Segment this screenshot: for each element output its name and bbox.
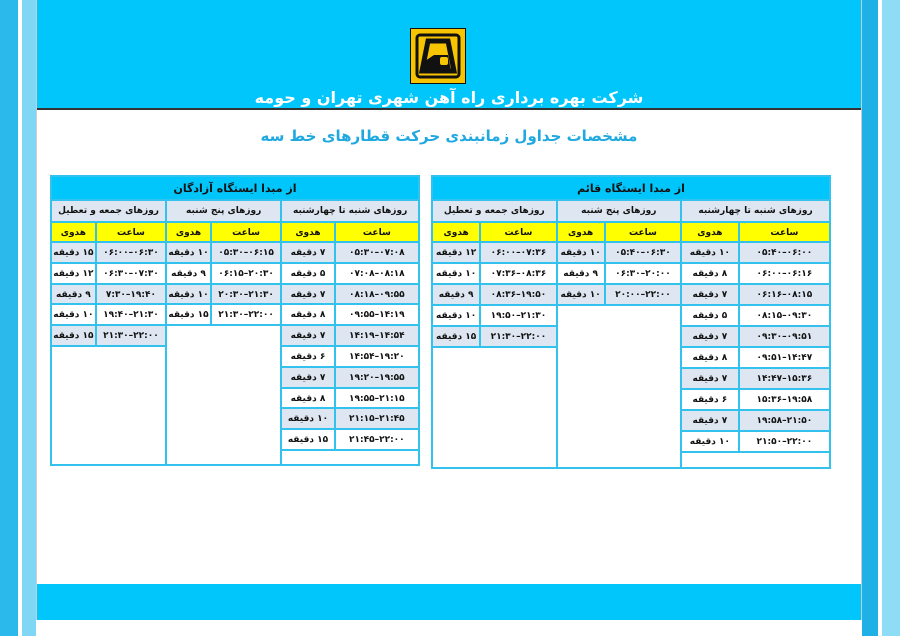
time-range: ۰۸:۱۸–۰۹:۵۵: [334, 285, 418, 304]
time-range: ۲۱:۴۵–۲۲:۰۰: [334, 430, 418, 449]
day-group-label-text: روزهای شنبه تا چهارشنبه: [292, 205, 408, 216]
headway-header: هدوی: [175, 228, 202, 238]
time-header: ساعت: [738, 223, 829, 241]
time-header: ساعت: [479, 223, 555, 241]
time-range: ۲۱:۵۰–۲۲:۰۰: [738, 432, 829, 451]
time-range: ۰۸:۳۶–۱۹:۵۰: [479, 285, 555, 304]
time-range: ۲۰:۰۰–۲۲:۰۰: [604, 285, 680, 304]
time-range: ۱۴:۵۴–۱۹:۲۰: [334, 347, 418, 366]
table-row: [682, 411, 829, 432]
headway: ۷ دقیقه: [692, 290, 728, 300]
headway-header: هدوی: [568, 228, 594, 238]
day-group-label: [558, 201, 681, 223]
metro-logo-icon: [410, 28, 466, 84]
table-row: [433, 306, 556, 327]
headway: ۱۰ دقیقه: [287, 414, 329, 425]
table-row: [52, 264, 165, 285]
company-name: شرکت بهره برداری راه آهن شهری تهران و حومه: [254, 88, 644, 107]
day-group: [680, 201, 829, 467]
table-row: [282, 264, 418, 285]
time-range: ۱۹:۵۵–۲۱:۱۵: [334, 389, 418, 408]
column-header-row: [52, 223, 165, 243]
table-row: [433, 285, 556, 306]
table-row: [52, 285, 165, 306]
time-range: ۰۵:۳۰–۰۶:۱۵: [210, 243, 280, 262]
time-range: ۱۹:۲۰–۱۹:۵۵: [334, 368, 418, 387]
time-header: ساعت: [334, 223, 418, 241]
footer-banner: [37, 584, 861, 620]
day-group-label-text: روزهای پنج شنبه: [581, 205, 657, 216]
day-group-label: [433, 201, 556, 223]
table-row: [682, 327, 829, 348]
headway: ۹ دقیقه: [171, 268, 206, 279]
table-row: [433, 264, 556, 285]
table-row: [558, 285, 681, 306]
table-row: [558, 243, 681, 264]
headway: ۱۰ دقیقه: [53, 310, 94, 321]
time-range: ۰۶:۰۰–۰۶:۳۰: [95, 243, 165, 262]
table-row: [682, 369, 829, 390]
time-range: ۰۵:۳۰–۰۷:۰۸: [334, 243, 418, 262]
table-row: [282, 305, 418, 326]
headway: ۹ دقیقه: [55, 289, 91, 300]
headway: ۵ دقیقه: [692, 311, 728, 321]
table-row: [282, 368, 418, 389]
headway: ۱۰ دقیقه: [560, 248, 601, 258]
time-range: ۰۹:۵۵–۱۴:۱۹: [334, 305, 418, 324]
headway: ۷ دقیقه: [290, 289, 326, 300]
day-group-label: [167, 201, 280, 223]
headway: ۷ دقیقه: [290, 372, 326, 383]
schedule-table-ghaem: [431, 175, 831, 469]
table-row: [52, 243, 165, 264]
headway-header: هدوی: [443, 228, 469, 238]
day-group: [165, 201, 280, 464]
time-range: ۱۴:۴۷–۱۵:۳۶: [738, 369, 829, 388]
headway: ۱۰ دقیقه: [436, 311, 477, 321]
table-row: [682, 390, 829, 411]
day-group: [280, 201, 418, 464]
headway: ۵ دقیقه: [290, 268, 326, 279]
headway: ۱۵ دقیقه: [53, 331, 94, 342]
headway: ۸ دقیقه: [692, 269, 728, 279]
time-range: ۰۶:۰۰–۰۶:۱۶: [738, 264, 829, 283]
time-range: ۰۹:۳۰–۰۹:۵۱: [738, 327, 829, 346]
column-header-row: [282, 223, 418, 243]
time-range: ۲۱:۱۵–۲۱:۴۵: [334, 409, 418, 428]
headway: ۷ دقیقه: [290, 248, 326, 258]
day-group: [52, 201, 165, 464]
schedule-table-azadegan: [50, 175, 420, 466]
left-border-strip-inner: [22, 0, 36, 636]
headway-header: هدوی: [295, 228, 321, 238]
time-range: ۰۵:۴۰–۰۶:۰۰: [738, 243, 829, 262]
table-row: [52, 305, 165, 326]
headway: ۱۰ دقیقه: [560, 290, 601, 300]
headway: ۸ دقیقه: [290, 310, 326, 321]
left-border-strip: [0, 0, 18, 636]
headway: ۷ دقیقه: [290, 331, 326, 342]
time-range: ۱۹:۵۸–۲۱:۵۰: [738, 411, 829, 430]
headway: ۱۰ دقیقه: [436, 269, 477, 279]
time-range: ۰۶:۳۰–۲۰:۰۰: [604, 264, 680, 283]
day-group-label-text: روزهای پنج شنبه: [186, 205, 262, 216]
day-group-label-text: روزهای شنبه تا چهارشنبه: [698, 205, 813, 216]
time-range: ۰۶:۰۰–۰۷:۳۶: [479, 243, 555, 262]
headway: ۱۵ دقیقه: [436, 332, 477, 342]
time-header: ساعت: [95, 223, 165, 241]
column-header-row: [433, 223, 556, 243]
headway: ۱۵ دقیقه: [287, 435, 329, 446]
time-range: ۰۷:۳۶–۰۸:۳۶: [479, 264, 555, 283]
table-row: [682, 264, 829, 285]
headway: ۱۵ دقیقه: [53, 248, 94, 258]
table-row: [282, 389, 418, 410]
time-range: ۲۰:۳۰–۲۱:۳۰: [210, 285, 280, 304]
day-group: [556, 201, 681, 467]
time-range: ۲۱:۳۰–۲۲:۰۰: [479, 327, 555, 346]
time-range: ۱۴:۱۹–۱۴:۵۴: [334, 326, 418, 345]
table-title: از مبدا ایستگاه آزادگان: [52, 177, 418, 201]
right-border-strip-inner: [862, 0, 878, 636]
table-row: [167, 243, 280, 264]
time-range: ۲۱:۳۰–۲۲:۰۰: [210, 305, 280, 324]
table-row: [433, 327, 556, 348]
time-header: ساعت: [210, 223, 280, 241]
time-range: ۱۹:۴۰–۲۱:۳۰: [95, 305, 165, 324]
table-row: [167, 305, 280, 326]
table-row: [558, 264, 681, 285]
time-range: ۰۷:۰۸–۰۸:۱۸: [334, 264, 418, 283]
table-row: [682, 243, 829, 264]
day-group: [433, 201, 556, 467]
headway: ۱۲ دقیقه: [436, 248, 477, 258]
headway: ۷ دقیقه: [692, 332, 728, 342]
headway-header: هدوی: [60, 228, 87, 238]
headway-header: هدوی: [697, 228, 723, 238]
headway: ۱۰ دقیقه: [168, 248, 209, 258]
table-row: [682, 348, 829, 369]
headway: ۱۰ دقیقه: [168, 289, 209, 300]
table-title: از مبدا ایستگاه قائم: [433, 177, 829, 201]
headway: ۶ دقیقه: [692, 395, 728, 405]
headway: ۱۰ دقیقه: [689, 437, 731, 447]
right-border-strip: [882, 0, 900, 636]
headway: ۱۲ دقیقه: [53, 268, 94, 279]
time-range: ۰۸:۱۵–۰۹:۳۰: [738, 306, 829, 325]
table-row: [682, 432, 829, 453]
day-group-label-text: روزهای جمعه و تعطیل: [58, 205, 159, 216]
header-banner: [37, 0, 861, 110]
headway: ۱۰ دقیقه: [689, 248, 731, 258]
headway: ۹ دقیقه: [563, 269, 599, 279]
time-range: ۱۵:۳۶–۱۹:۵۸: [738, 390, 829, 409]
column-header-row: [682, 223, 829, 243]
headway: ۸ دقیقه: [692, 353, 728, 363]
day-group-label-text: روزهای جمعه و تعطیل: [443, 205, 545, 216]
headway: ۷ دقیقه: [692, 416, 728, 426]
day-group-label: [282, 201, 418, 223]
table-row: [167, 285, 280, 306]
table-row: [682, 306, 829, 327]
time-header: ساعت: [604, 223, 680, 241]
table-row: [282, 430, 418, 451]
headway: ۸ دقیقه: [290, 393, 326, 404]
table-row: [282, 347, 418, 368]
day-group-label: [52, 201, 165, 223]
table-row: [433, 243, 556, 264]
headway: ۷ دقیقه: [692, 374, 728, 384]
table-row: [282, 243, 418, 264]
time-range: ۱۹:۵۰–۲۱:۳۰: [479, 306, 555, 325]
time-range: ۰۶:۱۵–۲۰:۳۰: [210, 264, 280, 283]
time-range: ۲۱:۳۰–۲۲:۰۰: [95, 326, 165, 345]
day-group-label: [682, 201, 829, 223]
table-row: [52, 326, 165, 347]
headway: ۹ دقیقه: [438, 290, 474, 300]
table-row: [682, 285, 829, 306]
table-row: [282, 285, 418, 306]
page-subtitle: مشخصات جداول زمانبندی حرکت قطارهای خط سه: [260, 127, 638, 145]
column-header-row: [558, 223, 681, 243]
time-range: ۰۶:۳۰–۰۷:۳۰: [95, 264, 165, 283]
time-range: ۰۵:۴۰–۰۶:۳۰: [604, 243, 680, 262]
column-header-row: [167, 223, 280, 243]
headway: ۱۵ دقیقه: [168, 310, 209, 321]
time-range: ۷:۳۰–۱۹:۴۰: [95, 285, 165, 304]
table-row: [282, 409, 418, 430]
table-row: [282, 326, 418, 347]
time-range: ۰۶:۱۶–۰۸:۱۵: [738, 285, 829, 304]
time-range: ۰۹:۵۱–۱۴:۴۷: [738, 348, 829, 367]
table-row: [167, 264, 280, 285]
headway: ۶ دقیقه: [290, 351, 326, 362]
